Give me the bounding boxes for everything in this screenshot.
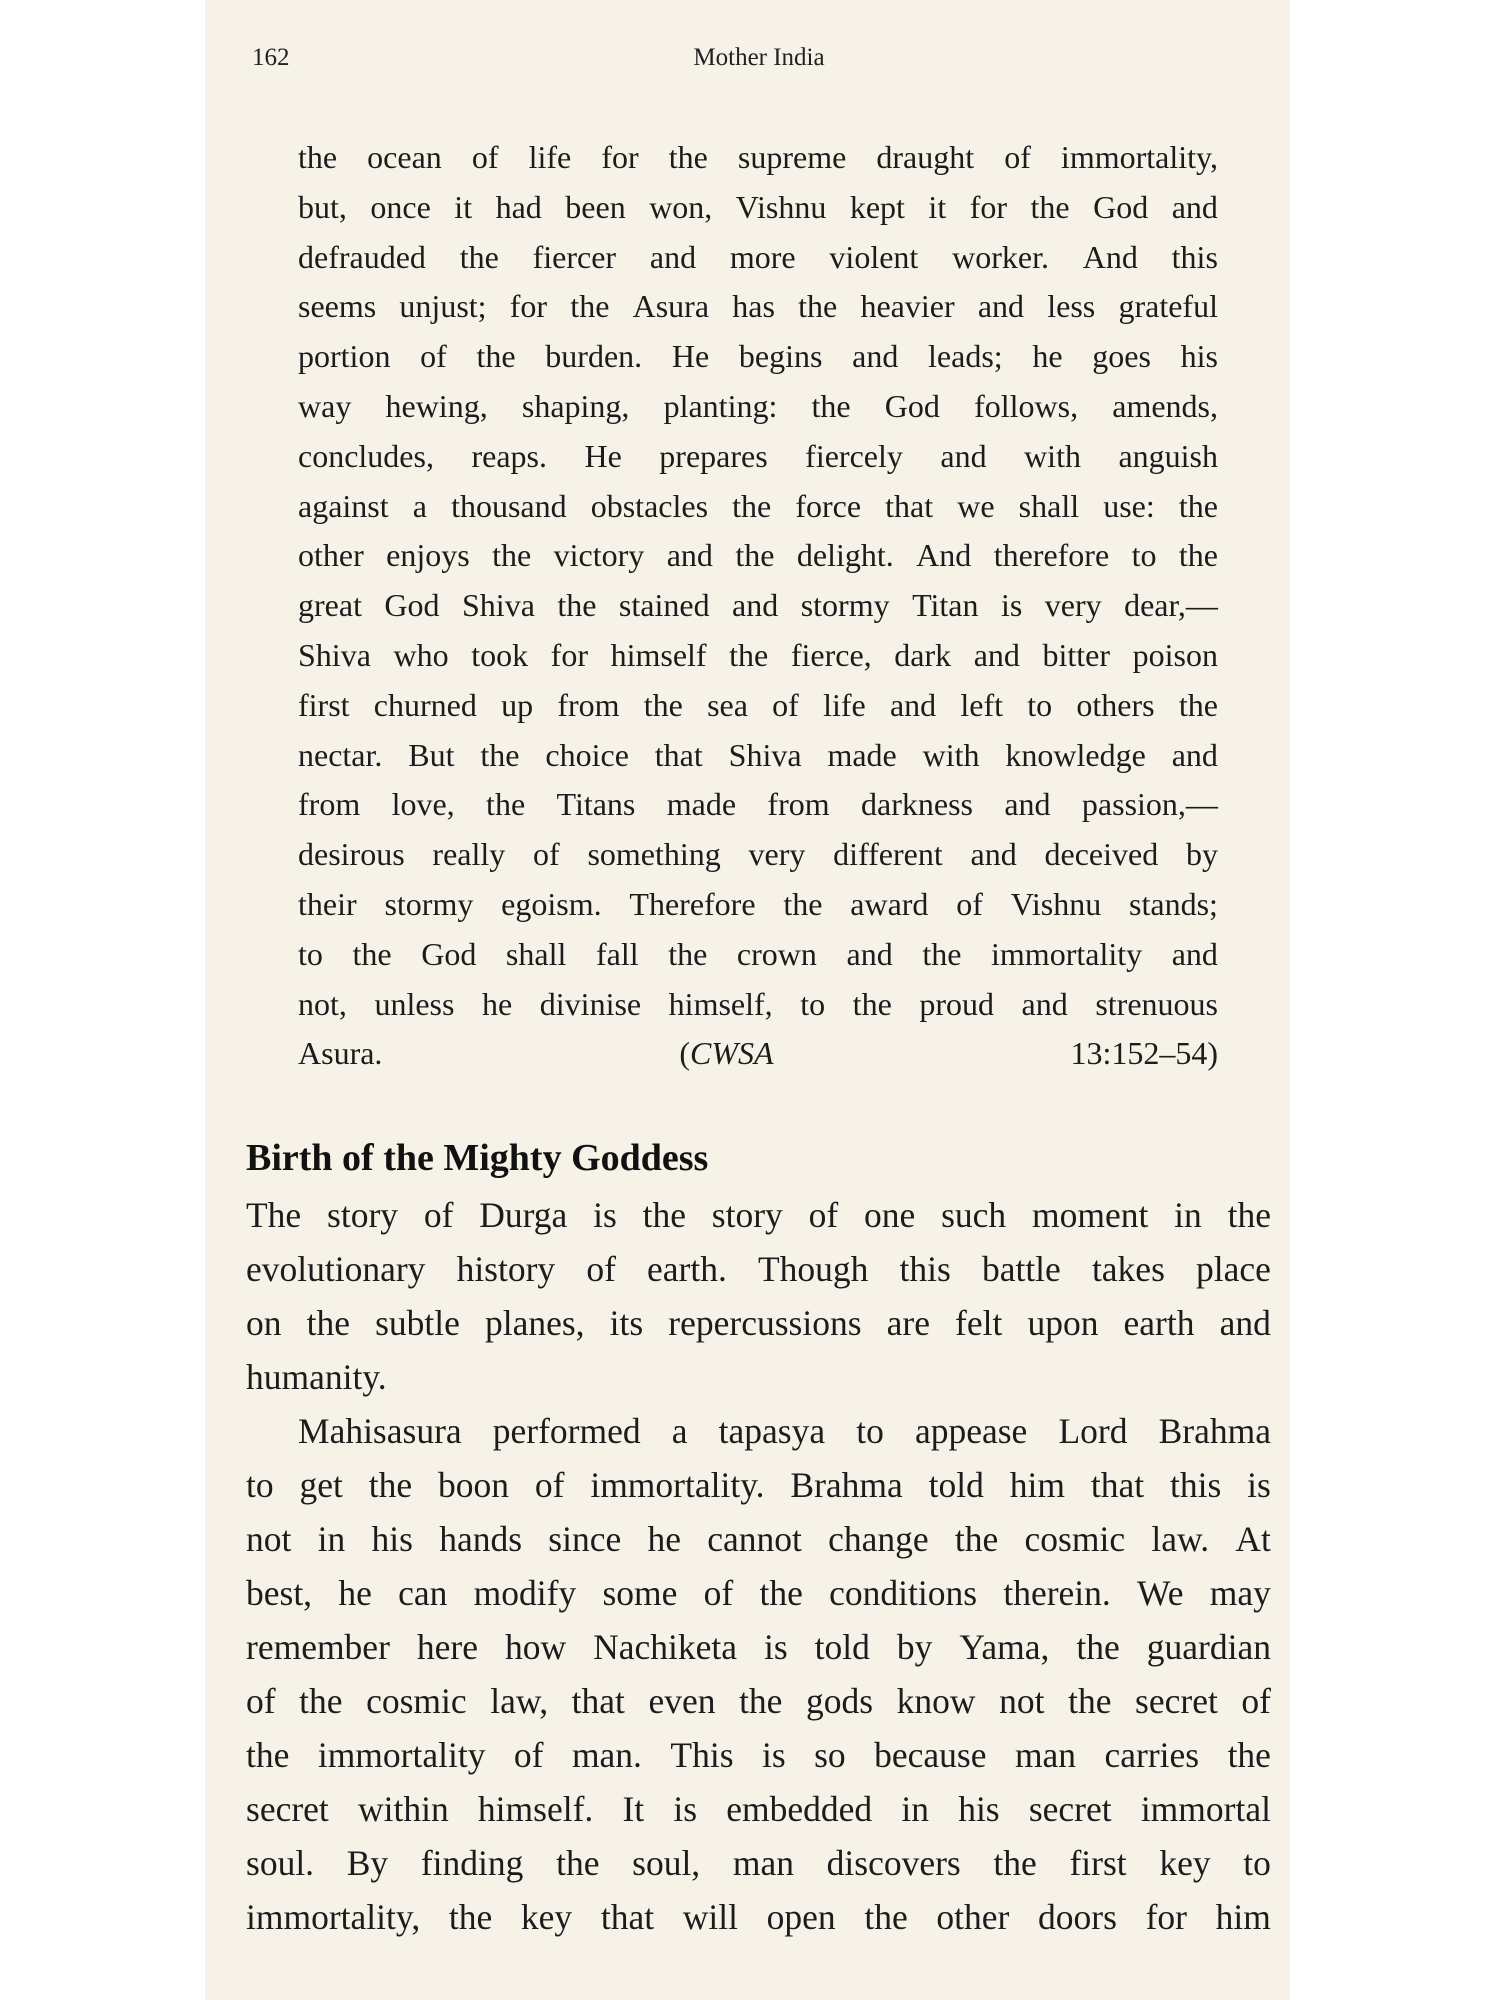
paragraph-line: evolutionary history of earth. Though this battle takes place	[246, 1249, 1271, 1289]
block-quote	[298, 133, 1218, 1079]
paragraph-line: the immortality of man. This is so because man carries the	[246, 1735, 1271, 1775]
running-title: Mother India	[693, 44, 825, 71]
paragraph-line: soul. By finding the soul, man discovers the first key to	[246, 1843, 1271, 1883]
quote-line: portion of the burden. He begins and leads; he goes his	[298, 338, 1218, 375]
quote-line: the ocean of life for the supreme draught of immortality,	[298, 139, 1218, 175]
paragraph-line: to get the boon of immortality. Brahma told him that this is	[246, 1465, 1271, 1505]
citation-source: CWSA	[690, 1035, 774, 1072]
page-header	[248, 40, 1270, 80]
paragraph-line: of the cosmic law, that even the gods know not the secret of	[246, 1681, 1271, 1721]
quote-citation-line	[298, 1029, 1218, 1079]
quote-line: defrauded the fiercer and more violent worker. And this	[298, 238, 1218, 275]
quote-line: against a thousand obstacles the force that we shall use: the	[298, 487, 1218, 524]
quote-last-text: Asura. (	[298, 1035, 690, 1072]
section-heading: Birth of the Mighty Goddess	[246, 1137, 709, 1179]
quote-line: seems unjust; for the Asura has the heavier and less grateful	[298, 288, 1218, 325]
quote-line: first churned up from the sea of life and left to others the	[298, 686, 1218, 723]
quote-line: desirous really of something very different and deceived by	[298, 836, 1218, 873]
paragraph-line: immortality, the key that will open the other doors for him	[246, 1897, 1271, 1937]
quote-line: not, unless he divinise himself, to the proud and strenuous	[298, 985, 1218, 1022]
quote-line: Shiva who took for himself the fierce, dark and bitter poison	[298, 636, 1218, 673]
paragraph-1	[246, 1188, 1271, 1404]
quote-line: but, once it had been won, Vishnu kept it for the God and	[298, 188, 1218, 225]
quote-line: other enjoys the victory and the delight. And therefore to the	[298, 537, 1218, 574]
paragraph-line: secret within himself. It is embedded in his secret immortal	[246, 1789, 1271, 1829]
paragraph-line: best, he can modify some of the conditions therein. We may	[246, 1573, 1271, 1613]
paragraph-line: The story of Durga is the story of one such moment in the	[246, 1195, 1271, 1235]
paragraph-line: not in his hands since he cannot change the cosmic law. At	[246, 1519, 1271, 1559]
paragraph-2	[246, 1404, 1271, 1944]
body-text	[246, 1188, 1271, 1944]
quote-line: from love, the Titans made from darkness and passion,—	[298, 786, 1218, 823]
quote-line: concludes, reaps. He prepares fiercely and with anguish	[298, 437, 1218, 474]
paragraph-line: remember here how Nachiketa is told by Yama, the guardian	[246, 1627, 1271, 1667]
quote-line: way hewing, shaping, planting: the God follows, amends,	[298, 387, 1218, 424]
paragraph-line: on the subtle planes, its repercussions are felt upon earth and	[246, 1303, 1271, 1343]
citation-reference: 13:152–54)	[773, 1035, 1219, 1072]
paragraph-line: humanity.	[246, 1357, 387, 1397]
quote-line: nectar. But the choice that Shiva made with knowledge and	[298, 736, 1218, 773]
quote-line: great God Shiva the stained and stormy Titan is very dear,—	[298, 587, 1218, 624]
page-number: 162	[252, 44, 290, 71]
quote-line: their stormy egoism. Therefore the award of Vishnu stands;	[298, 885, 1218, 922]
paragraph-line: Mahisasura performed a tapasya to appease Lord Brahma	[298, 1411, 1271, 1451]
quote-line: to the God shall fall the crown and the immortality and	[298, 935, 1218, 972]
